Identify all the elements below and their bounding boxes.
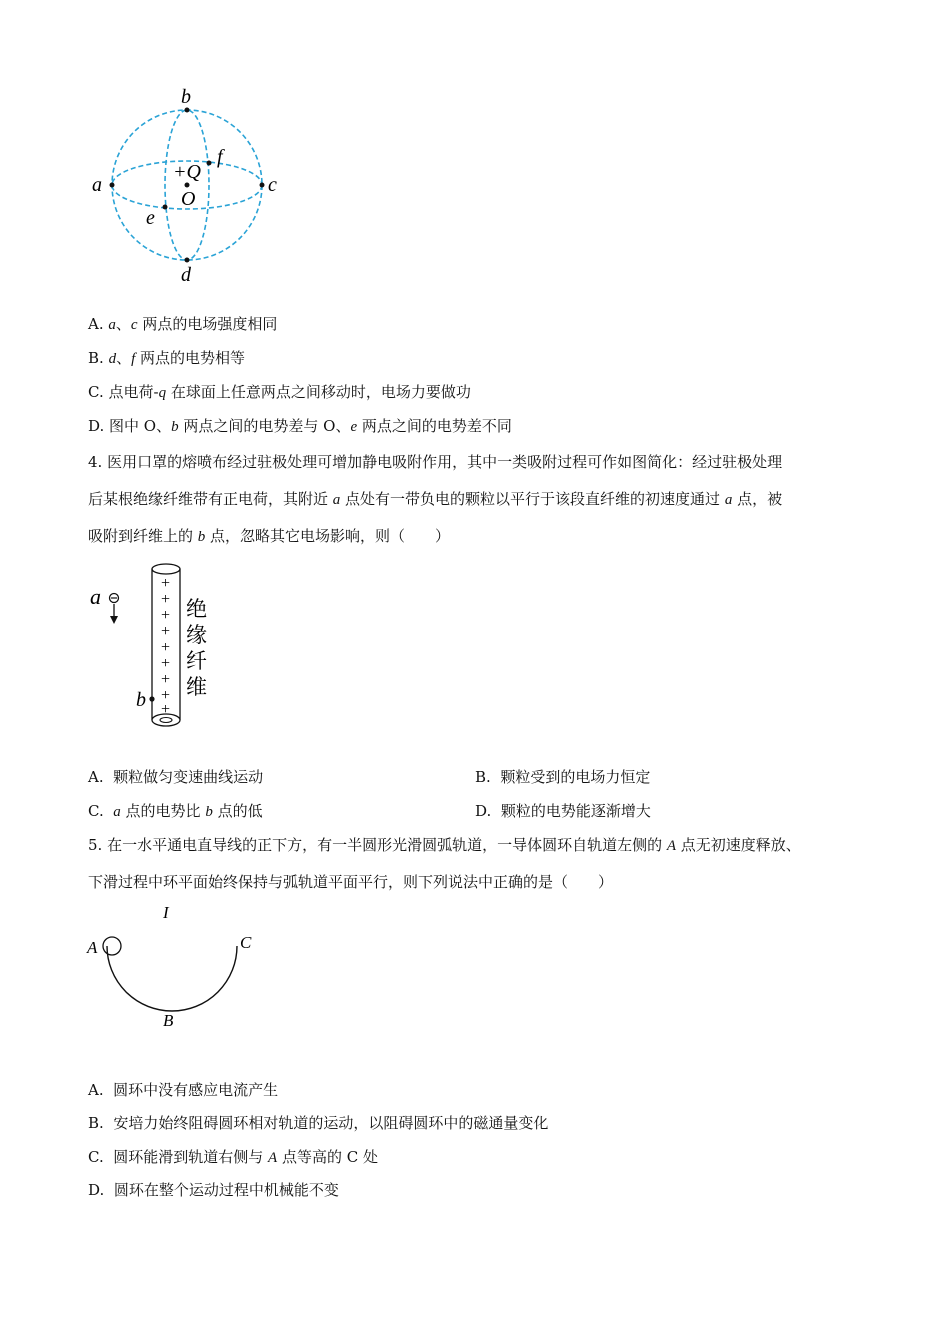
- q5-option-a[interactable]: [88, 1080, 278, 1100]
- text: 颗粒做匀变速曲线运动: [113, 768, 264, 786]
- plus-4: +: [161, 623, 171, 640]
- var: c: [130, 317, 138, 333]
- point-c: [260, 183, 265, 188]
- plus-3: +: [161, 607, 171, 624]
- var: A: [268, 1150, 278, 1166]
- plus-2: +: [161, 591, 171, 608]
- option-letter: D.: [475, 802, 492, 820]
- text: 点，被: [732, 490, 783, 508]
- var: a: [724, 492, 733, 508]
- var: A: [666, 838, 677, 854]
- fiber-char-1: 绝: [186, 597, 207, 621]
- plus-1: +: [161, 575, 171, 592]
- q5-option-c[interactable]: [88, 1147, 378, 1168]
- label-current: I: [163, 903, 169, 922]
- text: 点等高的 C 处: [277, 1148, 379, 1166]
- text: 点处有一带负电的颗粒以平行于该段直纤维的初速度通过: [340, 490, 725, 508]
- var: f: [131, 351, 136, 367]
- conducting-ring: [103, 937, 121, 955]
- q5-option-d[interactable]: [88, 1180, 339, 1200]
- q4-option-b[interactable]: [475, 767, 650, 787]
- text: 后某根绝缘纤维带有正电荷，其附近: [88, 490, 333, 508]
- text: 颗粒受到的电场力恒定: [500, 768, 651, 786]
- point-a: [110, 183, 115, 188]
- option-letter: A.: [88, 315, 109, 333]
- var: e: [350, 419, 358, 435]
- sphere-diagram: [80, 85, 310, 285]
- var: a: [332, 492, 341, 508]
- q4-stem-line3: [88, 526, 450, 547]
- point-d: [185, 258, 190, 263]
- label-d: d: [181, 264, 191, 286]
- label-center: O: [181, 188, 196, 210]
- text: 、: [116, 349, 132, 367]
- option-letter: B.: [475, 768, 491, 786]
- text: 点无初速度释放、: [676, 836, 801, 854]
- semicircle-track: [107, 946, 237, 1011]
- option-letter: B.: [88, 1114, 104, 1132]
- label-e: e: [146, 207, 155, 229]
- text: 点的低: [212, 802, 263, 820]
- label-b: b: [136, 689, 146, 711]
- var: a: [113, 804, 121, 820]
- label-c: c: [268, 174, 277, 196]
- fiber-char-4: 维: [186, 675, 207, 699]
- q5-option-b[interactable]: [88, 1113, 548, 1133]
- q5-stem-line2: 下滑过程中环平面始终保持与弧轨道平面平行，则下列说法中正确的是（ ）: [88, 873, 614, 891]
- var: b: [171, 419, 179, 435]
- var: a: [108, 317, 116, 333]
- plus-6: +: [161, 655, 171, 672]
- fiber-label: [186, 597, 207, 699]
- option-letter: C.: [88, 383, 109, 401]
- text: 图中 O、: [109, 417, 172, 435]
- text: 在球面上任意两点之间移动时，电场力要做功: [166, 383, 471, 401]
- plus-9: +: [161, 701, 171, 718]
- text: 5. 在一水平通电直导线的正下方，有一半圆形光滑圆弧轨道，一导体圆环自轨道左侧的: [88, 836, 667, 854]
- plus-5: +: [161, 639, 171, 656]
- q3-option-c[interactable]: [88, 382, 471, 403]
- point-b: [149, 696, 154, 701]
- text: 两点之间的电势差不同: [357, 417, 512, 435]
- var: b: [205, 804, 213, 820]
- fiber-char-2: 缘: [186, 623, 207, 647]
- label-f: f: [217, 146, 223, 168]
- var: d: [108, 351, 117, 367]
- q4-option-a[interactable]: [88, 767, 263, 787]
- option-letter: D.: [88, 417, 110, 435]
- fiber-diagram: [80, 560, 240, 740]
- q3-option-b[interactable]: [88, 348, 245, 369]
- plus-8: +: [161, 687, 171, 704]
- label-c: C: [240, 933, 252, 952]
- text: 点，忽略其它电场影响，则（ ）: [205, 527, 451, 545]
- text: 两点之间的电势差与 O、: [178, 417, 351, 435]
- plus-charges: [161, 575, 170, 718]
- velocity-arrowhead: [110, 616, 118, 624]
- text: 两点的电势相等: [135, 349, 246, 367]
- text: 两点的电场强度相同: [137, 315, 278, 333]
- option-letter: C.: [88, 1148, 104, 1166]
- point-o: [185, 183, 190, 188]
- label-charge: +Q: [173, 161, 201, 183]
- q5-stem-line1: [88, 835, 801, 856]
- label-b: b: [181, 86, 191, 108]
- q4-option-d[interactable]: [475, 801, 651, 821]
- option-letter: B.: [88, 349, 109, 367]
- arc-track-diagram: [85, 900, 275, 1030]
- option-letter: A.: [88, 1081, 104, 1099]
- text: 颗粒的电势能逐渐增大: [500, 802, 651, 820]
- label-b: B: [163, 1011, 174, 1030]
- option-letter: D.: [88, 1181, 105, 1199]
- q4-stem-line2: [88, 489, 782, 510]
- var: q: [158, 385, 167, 401]
- text: 点的电势比: [120, 802, 206, 820]
- fiber-top: [152, 564, 180, 574]
- label-a: a: [92, 174, 102, 196]
- text: 圆环能滑到轨道右侧与: [113, 1148, 269, 1166]
- label-a: A: [87, 938, 98, 957]
- text: 、: [115, 315, 131, 333]
- text: 圆环在整个运动过程中机械能不变: [113, 1181, 339, 1199]
- point-e: [163, 205, 168, 210]
- q3-option-d[interactable]: [88, 416, 512, 437]
- plus-7: +: [161, 671, 171, 688]
- option-letter: A.: [88, 768, 104, 786]
- var: b: [197, 529, 206, 545]
- point-f: [207, 161, 212, 166]
- option-letter: C.: [88, 802, 104, 820]
- q4-stem-line1: 4. 医用口罩的熔喷布经过驻极处理可增加静电吸附作用，其中一类吸附过程可作如图简化：经过驻极处理: [88, 453, 783, 471]
- text: 安培力始终阻碍圆环相对轨道的运动，以阻碍圆环中的磁通量变化: [113, 1114, 549, 1132]
- label-a: a: [90, 584, 101, 609]
- text: 点电荷-: [108, 383, 159, 401]
- fiber-char-3: 纤: [186, 649, 207, 673]
- text: 吸附到纤维上的: [88, 527, 198, 545]
- q4-option-c[interactable]: [88, 801, 263, 822]
- text: 圆环中没有感应电流产生: [113, 1081, 279, 1099]
- point-b: [185, 108, 190, 113]
- q3-option-a[interactable]: [88, 314, 277, 335]
